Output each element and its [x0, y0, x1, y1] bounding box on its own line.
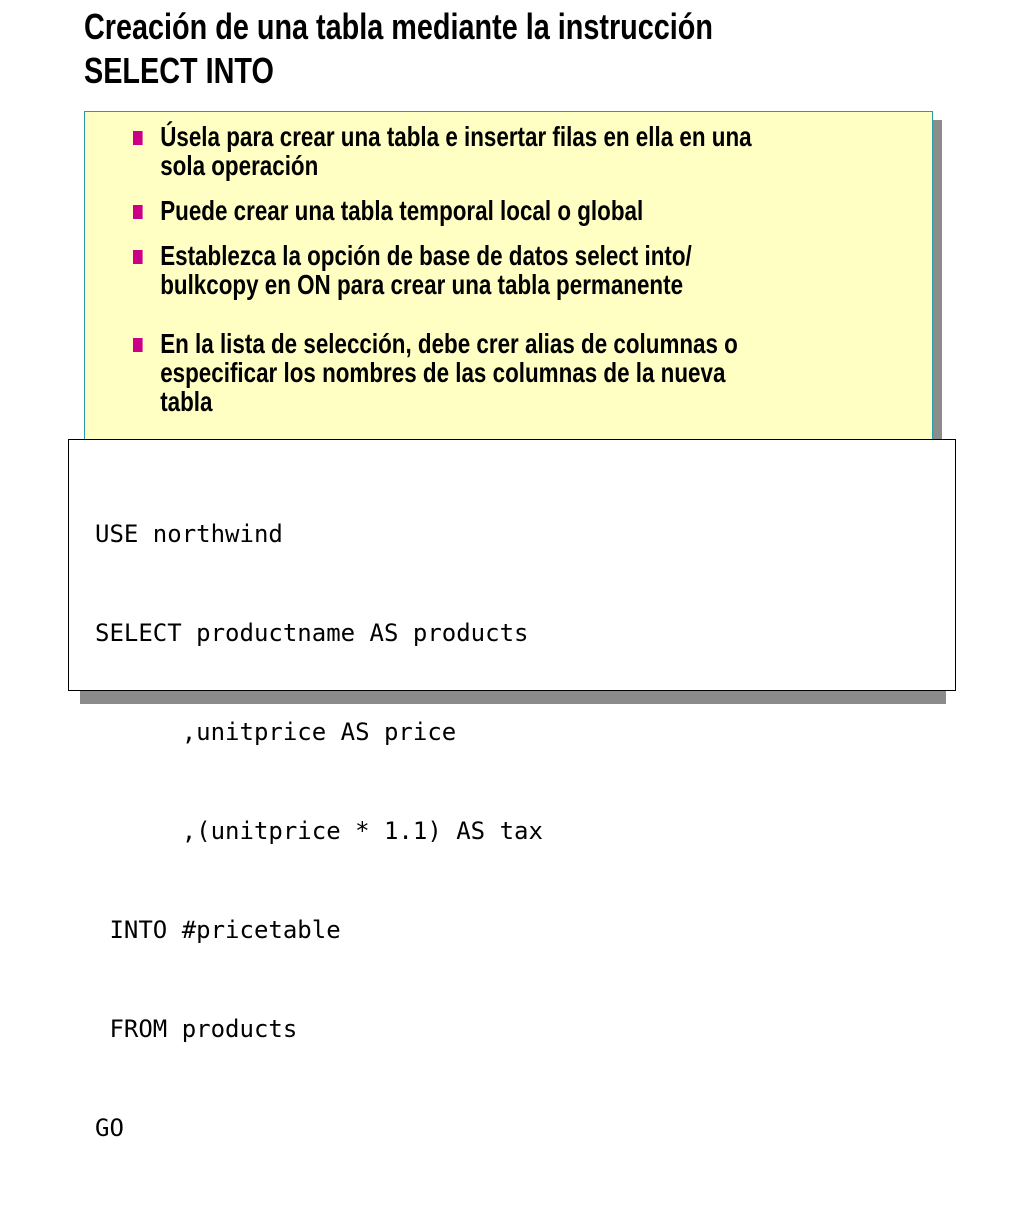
bullet-line: sola operación	[160, 150, 319, 181]
bullet-line: especificar los nombres de las columnas de la nueva	[160, 357, 726, 388]
bullet-line: Establezca la opción de base de datos select into/	[160, 240, 692, 271]
code-line: ,(unitprice * 1.1) AS tax	[95, 817, 543, 845]
code-line: FROM products	[95, 1015, 298, 1043]
slide-title	[84, 5, 820, 93]
code-line: GO	[95, 1114, 124, 1142]
square-bullet-icon	[133, 205, 143, 219]
code-box	[68, 439, 956, 1142]
bullet-box	[84, 111, 933, 441]
bullet-line: Puede crear una tabla temporal local o global	[160, 195, 644, 226]
bullet-line: tabla	[160, 386, 213, 417]
bullet-item	[133, 241, 853, 299]
code-line: INTO #pricetable	[95, 916, 341, 944]
code-line: USE northwind	[95, 520, 283, 548]
bullet-list	[133, 122, 853, 432]
bullet-item	[133, 196, 853, 225]
square-bullet-icon	[133, 250, 143, 264]
bullet-line: bulkcopy en ON para crear una tabla permanente	[160, 269, 684, 300]
title-line: Creación de una tabla mediante la instrucción	[84, 6, 713, 47]
bullet-line: En la lista de selección, debe crer alias de columnas o	[160, 328, 738, 359]
code-listing	[95, 452, 543, 1211]
code-line: SELECT productname AS products	[95, 619, 529, 647]
square-bullet-icon	[133, 131, 143, 145]
bullet-line: Úsela para crear una tabla e insertar filas en ella en una	[160, 121, 752, 152]
square-bullet-icon	[133, 338, 143, 352]
bullet-item	[133, 122, 853, 180]
title-line: SELECT INTO	[84, 50, 274, 91]
bullet-item	[133, 329, 853, 416]
code-line: ,unitprice AS price	[95, 718, 457, 746]
